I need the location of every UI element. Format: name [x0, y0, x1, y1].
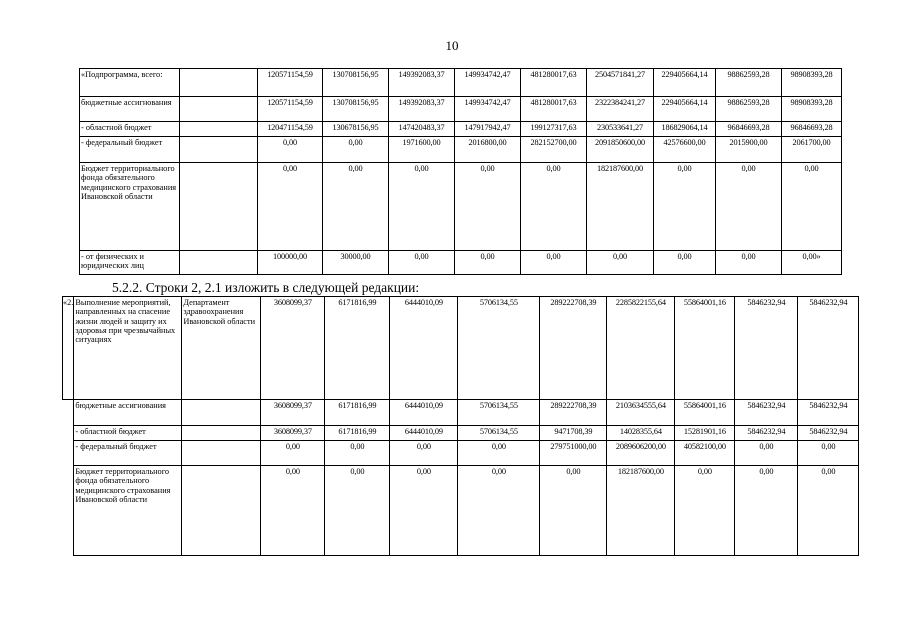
table-row — [80, 163, 842, 251]
value-cell: 42576600,00 — [654, 137, 716, 163]
table-row — [80, 97, 842, 122]
value-cell: 30000,00 — [323, 251, 389, 275]
value-cell: 40582100,00 — [675, 441, 735, 466]
value-cell: 0,00 — [798, 441, 859, 466]
table-row — [80, 69, 842, 97]
value-cell: 120571154,59 — [258, 97, 323, 122]
value-cell: 2103634555,64 — [607, 400, 675, 426]
value-cell: 0,00 — [258, 163, 323, 251]
value-cell: 147420483,37 — [389, 122, 455, 137]
value-cell: 6171816,99 — [325, 426, 390, 441]
table-row — [80, 137, 842, 163]
value-cell: 182187600,00 — [607, 466, 675, 556]
row-label: - областной бюджет — [74, 426, 182, 441]
empty-cell — [63, 466, 74, 556]
empty-cell — [180, 163, 258, 251]
value-cell: 55864001,16 — [675, 297, 735, 400]
value-cell: 98862593,28 — [716, 97, 782, 122]
empty-cell — [180, 251, 258, 275]
value-cell: 0,00 — [798, 466, 859, 556]
value-cell: 5706134,55 — [458, 297, 540, 400]
value-cell: 0,00 — [261, 441, 325, 466]
empty-cell — [182, 441, 261, 466]
empty-cell — [180, 137, 258, 163]
value-cell: 149934742,47 — [455, 97, 521, 122]
value-cell: 0,00 — [654, 251, 716, 275]
value-cell: 289222708,39 — [540, 297, 607, 400]
value-cell: 0,00» — [782, 251, 842, 275]
responsible-cell: Департамент здравоохранения Ивановской области — [182, 297, 261, 400]
row-label: бюджетные ассигнования — [80, 97, 180, 122]
subprogram-table — [79, 68, 842, 275]
value-cell: 5846232,94 — [735, 426, 798, 441]
value-cell: 0,00 — [325, 466, 390, 556]
value-cell: 0,00 — [654, 163, 716, 251]
value-cell: 182187600,00 — [587, 163, 654, 251]
value-cell: 0,00 — [458, 441, 540, 466]
empty-cell — [182, 400, 261, 426]
value-cell: 0,00 — [258, 137, 323, 163]
value-cell: 6444010,09 — [390, 297, 458, 400]
value-cell: 481280017,63 — [521, 69, 587, 97]
value-cell: 0,00 — [521, 251, 587, 275]
value-cell: 3608099,37 — [261, 400, 325, 426]
value-cell: 0,00 — [323, 163, 389, 251]
value-cell: 55864001,16 — [675, 400, 735, 426]
value-cell: 98908393,28 — [782, 97, 842, 122]
value-cell: 130708156,95 — [323, 97, 389, 122]
value-cell: 2091850600,00 — [587, 137, 654, 163]
value-cell: 0,00 — [389, 251, 455, 275]
table-row — [80, 122, 842, 137]
value-cell: 0,00 — [455, 251, 521, 275]
value-cell: 6171816,99 — [325, 297, 390, 400]
value-cell: 5846232,94 — [798, 400, 859, 426]
empty-cell — [63, 426, 74, 441]
value-cell: 149392083,37 — [389, 97, 455, 122]
value-cell: 96846693,28 — [716, 122, 782, 137]
value-cell: 5846232,94 — [735, 297, 798, 400]
value-cell: 289222708,39 — [540, 400, 607, 426]
value-cell: 98908393,28 — [782, 69, 842, 97]
value-cell: 130708156,95 — [323, 69, 389, 97]
row-label: - областной бюджет — [80, 122, 180, 137]
table-row — [63, 426, 859, 441]
value-cell: 149934742,47 — [455, 69, 521, 97]
value-cell: 0,00 — [735, 441, 798, 466]
value-cell: 3608099,37 — [261, 426, 325, 441]
table-row — [63, 297, 859, 400]
value-cell: 14028355,64 — [607, 426, 675, 441]
value-cell: 186829064,14 — [654, 122, 716, 137]
value-cell: 0,00 — [735, 466, 798, 556]
value-cell: 120471154,59 — [258, 122, 323, 137]
value-cell: 0,00 — [261, 466, 325, 556]
value-cell: 5846232,94 — [798, 426, 859, 441]
value-cell: 0,00 — [455, 163, 521, 251]
value-cell: 2322384241,27 — [587, 97, 654, 122]
row-label: - от физических и юридических лиц — [80, 251, 180, 275]
value-cell: 2061700,00 — [782, 137, 842, 163]
section-heading: 5.2.2. Строки 2, 2.1 изложить в следующей редакции: — [112, 280, 420, 295]
row-label: бюджетные ассигнования — [74, 400, 182, 426]
value-cell: 6171816,99 — [325, 400, 390, 426]
value-cell: 481280017,63 — [521, 97, 587, 122]
value-cell: 1971600,00 — [389, 137, 455, 163]
value-cell: 0,00 — [782, 163, 842, 251]
empty-cell — [180, 97, 258, 122]
value-cell: 2285822155,64 — [607, 297, 675, 400]
value-cell: 2504571841,27 — [587, 69, 654, 97]
value-cell: 149392083,37 — [389, 69, 455, 97]
value-cell: 0,00 — [540, 466, 607, 556]
value-cell: 2089606200,00 — [607, 441, 675, 466]
row-label: - федеральный бюджет — [80, 137, 180, 163]
table-row — [63, 441, 859, 466]
value-cell: 229405664,14 — [654, 69, 716, 97]
value-cell: 0,00 — [521, 163, 587, 251]
value-cell: 0,00 — [716, 163, 782, 251]
table-row — [63, 466, 859, 556]
value-cell: 0,00 — [390, 466, 458, 556]
value-cell: 282152700,00 — [521, 137, 587, 163]
empty-cell — [180, 122, 258, 137]
measures-table — [62, 296, 859, 556]
value-cell: 6444010,09 — [390, 400, 458, 426]
value-cell: 130678156,95 — [323, 122, 389, 137]
row-label: Бюджет территориального фонда обязательного медицинского страхования Ивановской области — [74, 466, 182, 556]
value-cell: 0,00 — [323, 137, 389, 163]
value-cell: 6444010,09 — [390, 426, 458, 441]
value-cell: 120571154,59 — [258, 69, 323, 97]
value-cell: 0,00 — [458, 466, 540, 556]
value-cell: 5846232,94 — [735, 400, 798, 426]
row-label: «Подпрограмма, всего: — [80, 69, 180, 97]
value-cell: 5706134,55 — [458, 426, 540, 441]
value-cell: 229405664,14 — [654, 97, 716, 122]
value-cell: 5706134,55 — [458, 400, 540, 426]
value-cell: 0,00 — [675, 466, 735, 556]
value-cell: 147917942,47 — [455, 122, 521, 137]
table-row — [80, 251, 842, 275]
value-cell: 2016800,00 — [455, 137, 521, 163]
value-cell: 3608099,37 — [261, 297, 325, 400]
value-cell: 9471708,39 — [540, 426, 607, 441]
value-cell: 0,00 — [587, 251, 654, 275]
value-cell: 0,00 — [390, 441, 458, 466]
value-cell: 279751000,00 — [540, 441, 607, 466]
value-cell: 5846232,94 — [798, 297, 859, 400]
empty-cell — [182, 426, 261, 441]
row-marker: «2. — [63, 297, 74, 400]
value-cell: 96846693,28 — [782, 122, 842, 137]
table-row — [63, 400, 859, 426]
value-cell: 0,00 — [389, 163, 455, 251]
empty-cell — [180, 69, 258, 97]
value-cell: 199127317,63 — [521, 122, 587, 137]
empty-cell — [182, 466, 261, 556]
row-label: - федеральный бюджет — [74, 441, 182, 466]
page-number: 10 — [445, 38, 459, 53]
value-cell: 98862593,28 — [716, 69, 782, 97]
value-cell: 230533641,27 — [587, 122, 654, 137]
empty-cell — [63, 441, 74, 466]
value-cell: 2015900,00 — [716, 137, 782, 163]
row-label: Бюджет территориального фонда обязательного медицинского страхования Ивановской области — [80, 163, 180, 251]
value-cell: 15281901,16 — [675, 426, 735, 441]
value-cell: 100000,00 — [258, 251, 323, 275]
empty-cell — [63, 400, 74, 426]
row-label: Выполнение мероприятий, направленных на спасение жизни людей и защиту их здоровья при чрезвычайных ситуациях — [74, 297, 182, 400]
value-cell: 0,00 — [325, 441, 390, 466]
value-cell: 0,00 — [716, 251, 782, 275]
